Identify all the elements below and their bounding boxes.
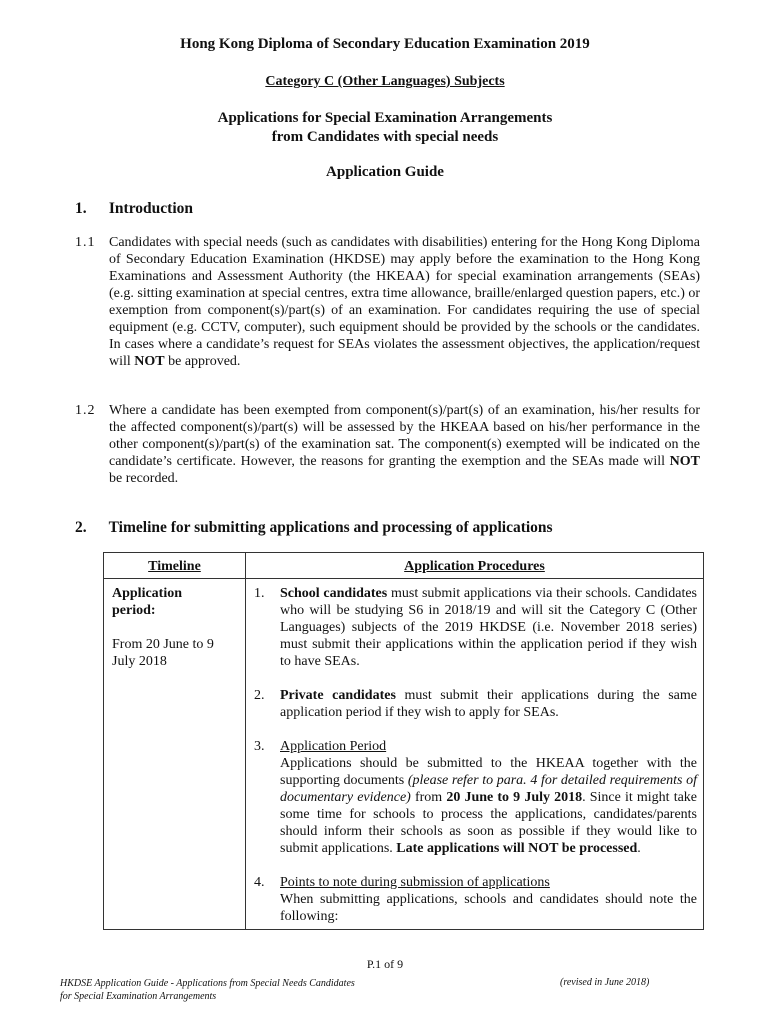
paragraph-text <box>109 402 700 487</box>
item-text: When submitting applications, schools and candidates should note the following: <box>280 892 697 924</box>
section-1-heading <box>75 200 193 218</box>
footer-left-line-2: for Special Examination Arrangements <box>60 991 217 1002</box>
timeline-cell <box>104 579 246 930</box>
subtitle <box>0 109 770 147</box>
procedures-header: Application Procedures <box>246 553 704 579</box>
item-number: 3. <box>254 739 265 754</box>
item-bold-late: Late applications will NOT be processed <box>396 841 638 856</box>
paragraph-number: 1.2 <box>75 403 96 418</box>
paragraph-text-b: be recorded. <box>109 471 179 486</box>
paragraph-1-1 <box>75 234 700 370</box>
item-italic-text: (please refer to para. 4 for detailed requirements of documentary evidence) <box>280 773 698 805</box>
category-heading: Category C (Other Languages) Subjects <box>265 74 505 89</box>
item-bold-dates: 20 June to 9 July 2018 <box>446 790 583 805</box>
item-bold-text: Private candidates <box>280 688 396 703</box>
subtitle-line-1: Applications for Special Examination Arrangements <box>217 110 553 126</box>
section-1-number: 1. <box>75 200 87 217</box>
item-text-c: . Since it might take some time for schools to process the applications, candidates/parents should inform their schools as soon as possible if they would like to submit applications. <box>280 790 698 856</box>
item-heading: Points to note during submission of applications <box>280 875 550 890</box>
paragraph-text-b: be approved. <box>168 354 241 369</box>
application-period-label: Application period: <box>112 586 183 618</box>
section-2-number: 2. <box>75 519 87 536</box>
item-text-b: from <box>414 790 443 805</box>
application-period-dates: From 20 June to 9 July 2018 <box>112 637 214 669</box>
procedures-cell <box>246 579 704 930</box>
table-row <box>104 579 704 930</box>
item-number: 1. <box>254 586 265 601</box>
paragraph-emphasis: NOT <box>134 354 165 369</box>
section-2-title: Timeline for submitting applications and processing of applications <box>108 519 553 536</box>
footer-left <box>60 977 355 1003</box>
section-2-heading <box>75 519 553 537</box>
item-number: 2. <box>254 688 265 703</box>
paragraph-text-a: Where a candidate has been exempted from component(s)/part(s) of an examination, his/her results for the affected component(s)/part(s) will be assessed by the HKEAA based on his/her performance in the other component(s)/part(s) of the examination sat. The component(s) exempted will be indicated on the candidate’s certificate. However, the reasons for granting the exemption and the SEAs made will <box>109 403 700 469</box>
item-text-a: Applications should be submitted to the HKEAA together with the supporting documents <box>280 756 697 788</box>
timeline-table <box>103 552 704 930</box>
subtitle-line-2: from Candidates with special needs <box>271 129 499 145</box>
procedure-item-3 <box>254 738 697 857</box>
page-number: P.1 of 9 <box>366 957 404 971</box>
item-heading: Application Period <box>280 739 387 754</box>
item-text: must submit their applications during the same application period if they wish to apply for SEAs. <box>280 688 697 720</box>
item-text <box>280 755 697 857</box>
item-text-d: . <box>637 841 641 856</box>
paragraph-1-2 <box>75 402 700 487</box>
paragraph-number: 1.1 <box>75 235 96 250</box>
section-1-title: Introduction <box>108 200 193 217</box>
procedure-item-2 <box>254 687 697 721</box>
item-text: must submit applications via their schools. Candidates who will be studying S6 in 2018/19 and will sit the Category C (Other Languages) subjects of the 2019 HKDSE (i.e. November 2018 series) must submit their applications within the application period if they wish to have SEAs. <box>280 586 698 669</box>
paragraph-emphasis: NOT <box>669 454 700 469</box>
item-bold-text: School candidates <box>280 586 388 601</box>
procedure-item-1 <box>254 585 697 670</box>
table-header-row <box>104 553 704 579</box>
procedure-item-4 <box>254 874 697 925</box>
footer-left-line-1: HKDSE Application Guide - Applications from Special Needs Candidates <box>60 978 355 989</box>
guide-heading: Application Guide <box>326 164 444 180</box>
document-title: Hong Kong Diploma of Secondary Education Examination 2019 <box>180 36 590 52</box>
footer-revision: (revised in June 2018) <box>560 977 650 988</box>
paragraph-text-a: Candidates with special needs (such as candidates with disabilities) entering for the Hong Kong Diploma of Secondary Education Examination (HKDSE) may apply before the examination to the Hong Kong Examinations and Assessment Authority (the HKEAA) for special examination arrangements (SEAs) (e.g. sitting examination at special centres, extra time allowance, braille/enlarged question papers, etc.) or exemption from component(s)/part(s) of an examination. For candidates requiring the use of special equipment (e.g. CCTV, computer), such equipment should be provided by the schools or the candidates. In cases where a candidate’s request for SEAs violates the assessment objectives, the application/request will <box>109 235 701 369</box>
paragraph-text <box>109 234 700 370</box>
timeline-header: Timeline <box>104 553 246 579</box>
item-number: 4. <box>254 875 265 890</box>
